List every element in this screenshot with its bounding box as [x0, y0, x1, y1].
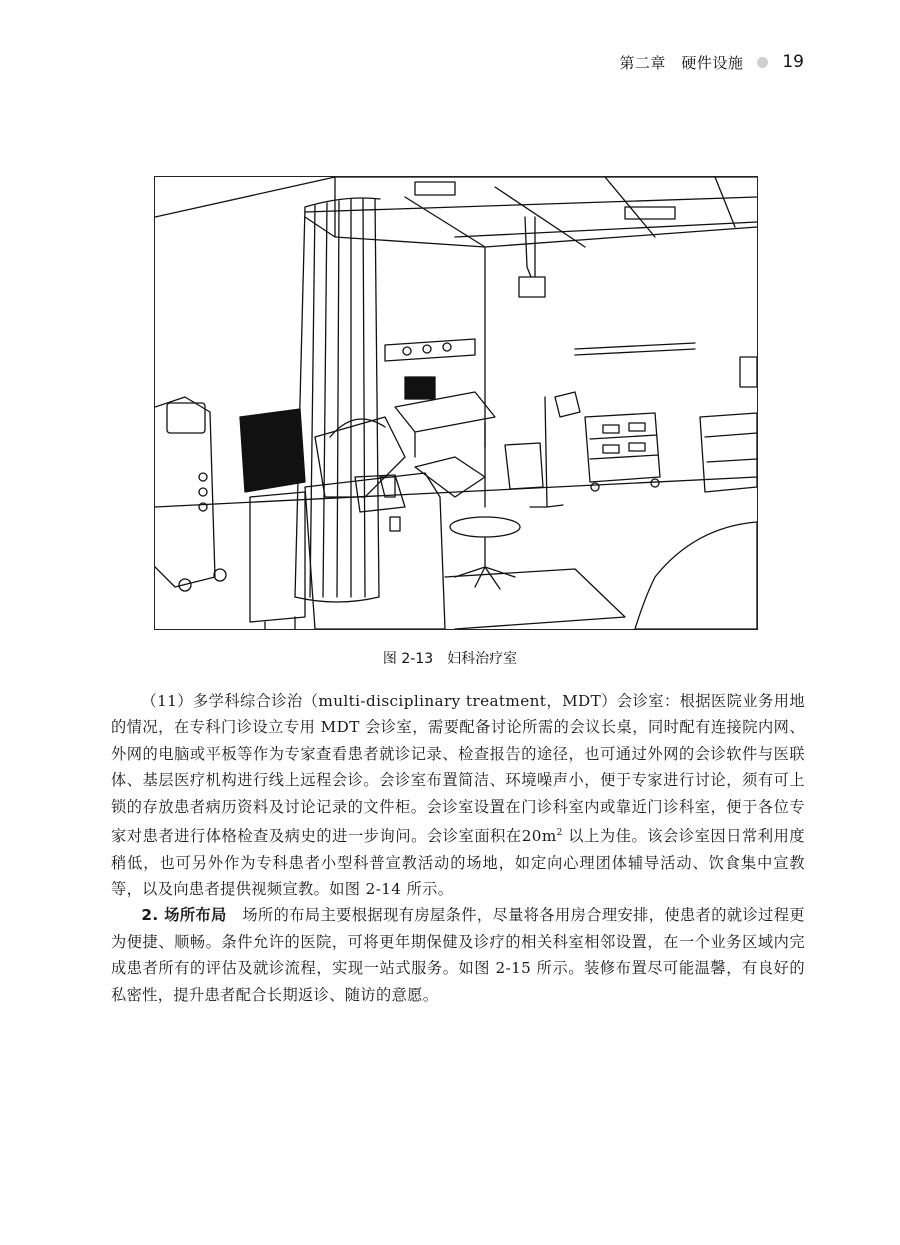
figure-caption: 图 2-13 妇科治疗室 — [382, 651, 518, 667]
paragraph-layout-text: 场所的布局主要根据现有房屋条件，尽量将各用房合理安排，使患者的就诊过程更为便捷、顺畅。条件允许的医院，可将更年期保健及诊疗的相关科室相邻设置，在一个业务区域内完成患者所有的评估及就诊流程，实现一站式服务。如图 2-15 所示。装修布置尽可能温馨，有良好的私密性，提升患者配合长期返诊、随访的意愿。 — [111, 906, 805, 1004]
header-dot-icon — [757, 57, 768, 68]
section-heading: 2. 场所布局 — [141, 906, 227, 925]
body-text — [111, 688, 805, 1008]
chapter-title: 第二章 硬件设施 — [619, 53, 744, 72]
paragraph-mdt-text-end: 以上为佳。该会诊室因日常利用度稍低，也可另外作为专科患者小型科普宣教活动的场地，如定向心理团体辅导活动、饮食集中宣教等，以及向患者提供视频宣教。如图 2-14 所示。 — [111, 827, 805, 898]
paragraph-mdt-text: （11）多学科综合诊治（multi-disciplinary treatment，MDT）会诊室：根据医院业务用地的情况，在专科门诊设立专用 MDT 会诊室，需要配备讨论所需的会议长桌，同时配有连接院内网、外网的电脑或平板等作为专家查看患者就诊记录、检查报告的途径，也可通过外网的会诊软件与医联体、基层医疗机构进行线上远程会诊。会诊室布置简洁、环境噪声小，便于专家进行讨论，须有可上锁的存放患者病历资料及讨论记录的文件柜。会诊室设置在门诊科室内或靠近门诊科室，便于各位专家对患者进行体格检查及病史的进一步询问。会诊室面积在 — [111, 692, 805, 846]
figure-illustration — [154, 176, 758, 630]
treatment-room-drawing — [155, 177, 757, 629]
area-superscript: 2 — [556, 828, 563, 839]
running-header — [619, 50, 804, 74]
paragraph-layout — [111, 902, 805, 1008]
page-number: 19 — [782, 52, 804, 72]
paragraph-mdt — [111, 688, 805, 902]
area-value: 20m — [521, 827, 557, 846]
